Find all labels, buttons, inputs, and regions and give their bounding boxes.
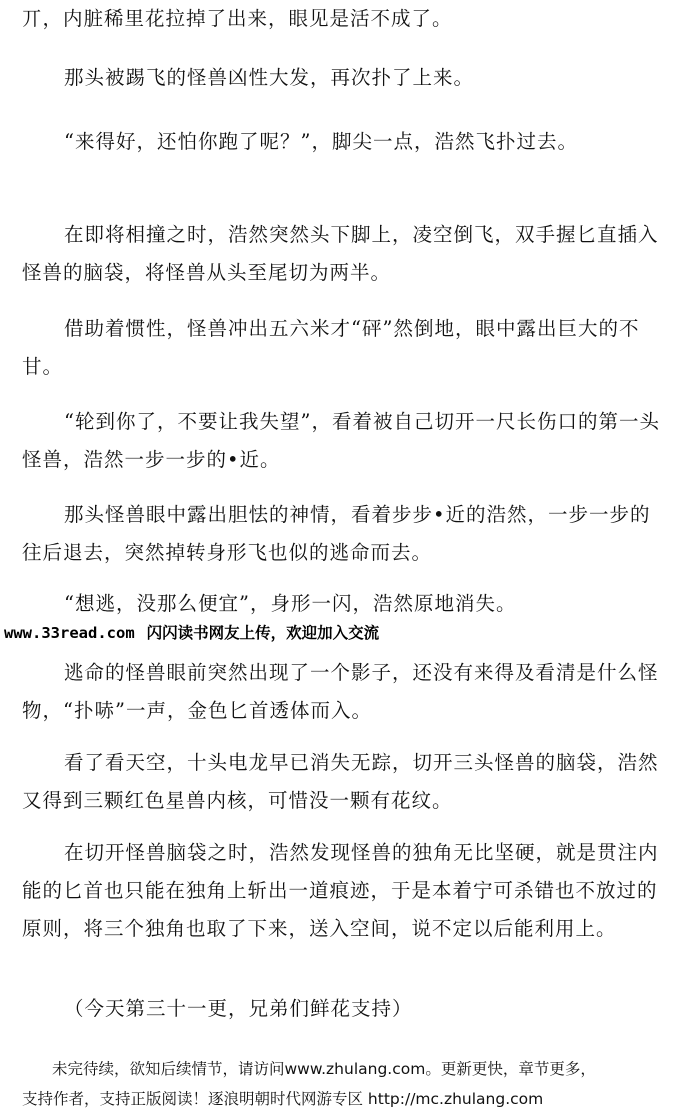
paragraph: “来得好，还怕你跑了呢？”，脚尖一点，浩然飞扑过去。 [64,130,578,153]
footer-line-2[interactable]: 支持作者，支持正版阅读！逐浪明朝时代网游专区 http://mc.zhulang.com [22,1090,544,1108]
paragraph-continuation: 丌，内脏稀里花拉掉了出来，眼见是活不成了。 [22,7,453,30]
paragraph: 在切开怪兽脑袋之时，浩然发现怪兽的独角无比坚硬，就是贯注内能的匕首也只能在独角上斩出一道痕迹，于是本着宁可杀错也不放过的原则，将三个独角也取了下来，送入空间，说不定以后能利用上。 [22,841,659,940]
paragraph: 看了看天空，十头电龙早已消失无踪，切开三头怪兽的脑袋，浩然又得到三颗红色星兽内核，可惜没一颗有花纹。 [22,751,659,812]
paragraph: 那头被踢飞的怪兽凶性大发，再次扑了上来。 [64,66,475,89]
paragraph-note: （今天第三十一更，兄弟们鲜花支持） [64,997,413,1020]
paragraph: 逃命的怪兽眼前突然出现了一个影子，还没有来得及看清是什么怪物，“扑哧”一声，金色匕首透体而入。 [22,661,659,722]
paragraph: 那头怪兽眼中露出胆怯的神情，看着步步•近的浩然，一步一步的往后退去，突然掉转身形飞也似的逃命而去。 [22,503,651,564]
footer-notice [0,1054,680,1114]
paragraph: “轮到你了，不要让我失望”，看着被自己切开一尺长伤口的第一头怪兽，浩然一步一步的•近。 [22,410,660,471]
paragraph: “想逃，没那么便宜”，身形一闪，浩然原地消失。 [64,592,517,615]
paragraph: 借助着惯性，怪兽冲出五六米才“砰”然倒地，眼中露出巨大的不甘。 [22,317,640,378]
banner-site-link[interactable]: www.33read.com [4,624,135,642]
footer-line-1: 未完待续，欲知后续情节，请访问www.zhulang.com。更新更快，章节更多， [52,1060,596,1078]
watermark-banner [4,619,676,647]
paragraph: 在即将相撞之时，浩然突然头下脚上，凌空倒飞，双手握匕直插入怪兽的脑袋，将怪兽从头至尾切为两半。 [22,223,659,284]
banner-text: 闪闪读书网友上传，欢迎加入交流 [146,624,380,642]
